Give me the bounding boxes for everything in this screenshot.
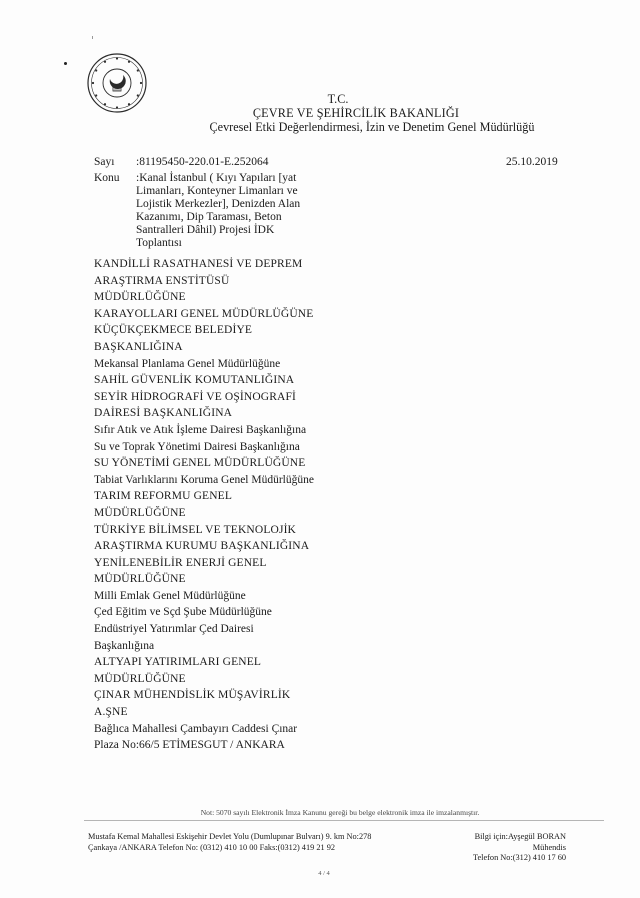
recipient-line: DAİRESİ BAŞKANLIĞINA (94, 407, 233, 420)
konu-line: :Kanal İstanbul ( Kıyı Yapıları [yat (136, 172, 297, 184)
recipient-line: BAŞKANLIĞINA (94, 340, 183, 353)
konu-value (136, 172, 316, 250)
sayi-label: Sayı (94, 156, 115, 168)
header-tc: T.C. (327, 92, 349, 106)
konu-line: Santralleri Dâhil) Projesi İDK (136, 224, 275, 236)
recipient-line: Plaza No:66/5 ETİMESGUT / ANKARA (94, 739, 285, 752)
recipient-line: SU YÖNETİMİ GENEL MÜDÜRLÜĞÜNE (94, 457, 306, 470)
recipient-line: KANDİLLİ RASATHANESİ VE DEPREM (94, 258, 303, 270)
recipient-line: KARAYOLLARI GENEL MÜDÜRLÜĞÜNE (94, 307, 314, 320)
recipient-line: MÜDÜRLÜĞÜNE (94, 291, 186, 304)
konu-line: Limanları, Konteyner Limanları ve (136, 185, 298, 197)
recipient-line: Sıfır Atık ve Atık İşleme Dairesi Başkanlığına (94, 423, 307, 436)
scan-mark (92, 36, 93, 39)
konu-line: Toplantısı (136, 237, 182, 249)
recipient-list (94, 256, 454, 754)
recipient-line: Milli Emlak Genel Müdürlüğüne (94, 589, 246, 602)
recipient-line: Su ve Toprak Yönetimi Dairesi Başkanlığına (94, 440, 300, 453)
recipient-line: ARAŞTIRMA KURUMU BAŞKANLIĞINA (94, 540, 310, 553)
recipient-line: A.ŞNE (94, 706, 128, 719)
recipient-line: MÜDÜRLÜĞÜNE (94, 573, 186, 586)
recipient-line: Mekansal Planlama Genel Müdürlüğüne (94, 357, 281, 370)
document-date: 25.10.2019 (506, 156, 558, 168)
recipient-line: SEYİR HİDROGRAFİ VE OŞİNOGRAFİ (94, 390, 297, 403)
recipient-line: TÜRKİYE BİLİMSEL VE TEKNOLOJİK (94, 523, 297, 536)
recipient-line: YENİLENEBİLİR ENERJİ GENEL (94, 556, 267, 569)
konu-line: Lojistik Merkezler], Denizden Alan (136, 198, 301, 210)
recipient-line: ÇINAR MÜHENDİSLİK MÜŞAVİRLİK (94, 689, 291, 702)
konu-label: Konu (94, 172, 120, 184)
recipient-line: ARAŞTIRMA ENSTİTÜSÜ (94, 274, 230, 287)
contact-line: Bilgi için:Ayşegül BORAN (474, 832, 566, 841)
page-number: 4 / 4 (318, 870, 330, 877)
header-ministry: ÇEVRE VE ŞEHİRCİLİK BAKANLIĞI (252, 106, 460, 120)
address-line: Mustafa Kemal Mahallesi Eskişehir Devlet Yolu (Dumlupınar Bulvarı) 9. km No:278 (88, 832, 372, 841)
scan-dot (64, 62, 67, 65)
recipient-line: Başkanlığına (94, 639, 155, 652)
recipient-line: MÜDÜRLÜĞÜNE (94, 672, 186, 685)
sayi-value: :81195450-220.01-E.252064 (136, 156, 269, 168)
recipient-line: Tabiat Varlıklarını Koruma Genel Müdürlüğüne (94, 473, 314, 486)
konu-line: Kazanımı, Dip Taraması, Beton (136, 211, 282, 223)
contact-line: Mühendis (532, 842, 566, 852)
footer-divider (84, 820, 604, 821)
footer-contact (473, 832, 566, 864)
header-directorate: Çevresel Etki Değerlendirmesi, İzin ve Denetim Genel Müdürlüğü (209, 120, 535, 134)
e-signature-note: Not: 5070 sayılı Elektronik İmza Kanunu gereği bu belge elektronik imza ile imzalanmıştır. (200, 808, 480, 817)
contact-line: Telefon No:(312) 410 17 60 (473, 853, 566, 862)
recipient-line: MÜDÜRLÜĞÜNE (94, 506, 186, 519)
recipient-line: TARIM REFORMU GENEL (94, 490, 233, 503)
recipient-line: SAHİL GÜVENLİK KOMUTANLIĞINA (94, 374, 295, 387)
recipient-line: Endüstriyel Yatırımlar Çed Dairesi (94, 623, 254, 636)
recipient-line: Çed Eğitim ve Sçd Şube Müdürlüğüne (94, 606, 272, 619)
recipient-line: ALTYAPI YATIRIMLARI GENEL (94, 656, 262, 669)
address-line: Çankaya /ANKARA Telefon No: (0312) 410 10 00 Faks:(0312) 419 21 92 (88, 842, 335, 852)
footer-address (88, 832, 371, 853)
recipient-line: Bağlıca Mahallesi Çambayırı Caddesi Çınar (94, 722, 298, 735)
recipient-line: KÜÇÜKÇEKMECE BELEDİYE (94, 324, 253, 337)
